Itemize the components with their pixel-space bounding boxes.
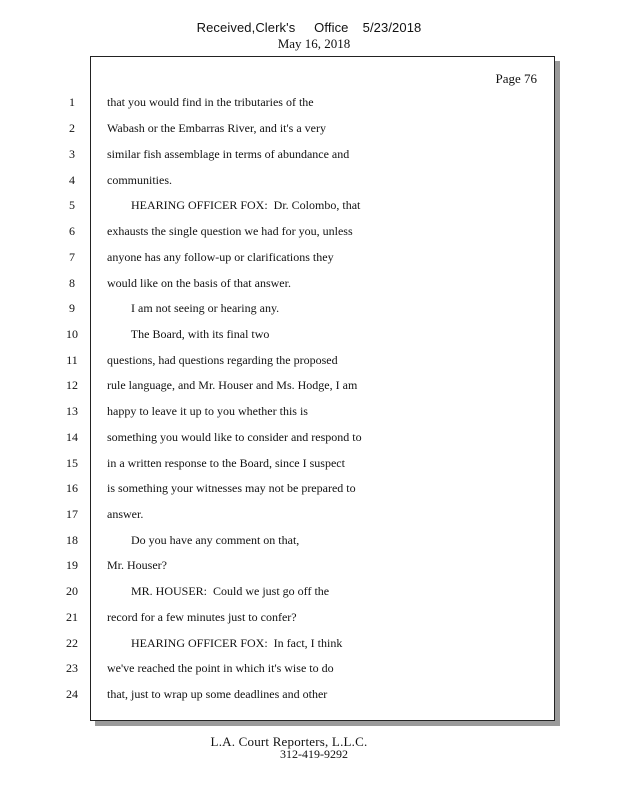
line-number: 8 [69,276,75,290]
transcript-line: Mr. Houser? [107,558,167,572]
line-number: 19 [66,558,78,572]
line-number: 2 [69,121,75,135]
transcript-line: The Board, with its final two [107,327,270,341]
court-reporter-phone: 312-419-9292 [280,747,348,761]
transcript-line: questions, had questions regarding the proposed [107,353,338,367]
transcript-line: MR. HOUSER: Could we just go off the [107,584,330,598]
line-number: 6 [69,224,75,238]
line-number: 22 [66,636,78,650]
transcript-line: would like on the basis of that answer. [107,276,291,290]
line-number: 4 [69,173,75,187]
line-number: 14 [66,430,78,444]
transcript-line: that, just to wrap up some deadlines and other [107,687,328,701]
line-number: 9 [69,301,75,315]
transcript-line: exhausts the single question we had for you, unless [107,224,353,238]
line-number: 20 [66,584,78,598]
transcript-line: answer. [107,507,144,521]
line-number: 21 [66,610,78,624]
line-number: 5 [69,198,75,212]
line-number: 15 [66,456,78,470]
line-number: 24 [66,687,78,701]
transcript-date: May 16, 2018 [277,36,351,51]
transcript-line: similar fish assemblage in terms of abundance and [107,147,350,161]
transcript-line: we've reached the point in which it's wise to do [107,661,334,675]
transcript-line: rule language, and Mr. Houser and Ms. Hodge, I am [107,378,358,392]
transcript-line: HEARING OFFICER FOX: Dr. Colombo, that [107,198,361,212]
line-number: 10 [66,327,78,341]
line-number: 13 [66,404,78,418]
transcript-line: I am not seeing or hearing any. [107,301,280,315]
line-number: 16 [66,481,78,495]
transcript-line: anyone has any follow-up or clarifications they [107,250,334,264]
transcript-line: communities. [107,173,172,187]
transcript-line: in a written response to the Board, since I suspect [107,456,345,470]
line-number: 11 [66,353,78,367]
line-number: 3 [69,147,75,161]
line-number: 18 [66,533,78,547]
transcript-line: something you would like to consider and respond to [107,430,362,444]
line-number: 1 [69,95,75,109]
line-number: 17 [66,507,78,521]
line-number: 23 [66,661,78,675]
page-number: Page 76 [495,71,537,86]
transcript-line: Do you have any comment on that, [107,533,300,547]
transcript-line: that you would find in the tributaries of the [107,95,314,109]
transcript-line: Wabash or the Embarras River, and it's a very [107,121,326,135]
transcript-line: HEARING OFFICER FOX: In fact, I think [107,636,343,650]
line-number: 12 [66,378,78,392]
transcript-line: is something your witnesses may not be prepared to [107,481,356,495]
received-stamp: Received,Clerk's Office 5/23/2018 [196,20,422,35]
transcript-line: happy to leave it up to you whether this is [107,404,308,418]
line-number: 7 [69,250,75,264]
court-reporter-name: L.A. Court Reporters, L.L.C. [210,734,368,749]
transcript-line: record for a few minutes just to confer? [107,610,297,624]
